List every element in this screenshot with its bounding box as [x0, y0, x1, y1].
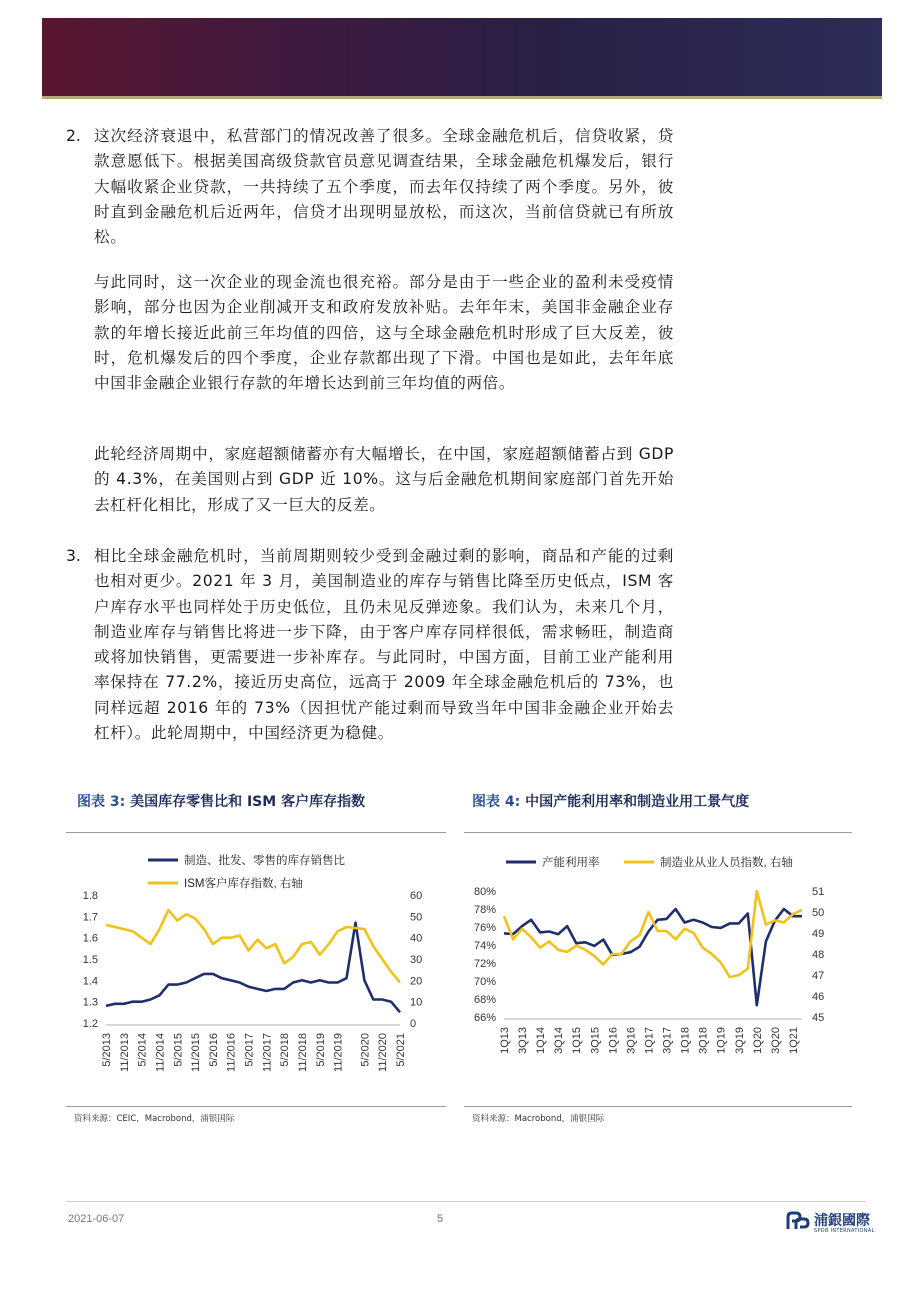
- chart4-left-tick-label: 66%: [473, 1012, 496, 1024]
- figure-3-label: 图表 3:: [77, 794, 126, 810]
- chart4-right-tick-label: 50: [812, 907, 825, 919]
- chart-us-inventory: [66, 840, 446, 1102]
- item-number-3: 3.: [66, 547, 81, 565]
- chart4-x-tick-label: 3Q17: [661, 1027, 674, 1054]
- chart3-right-tick-label: 0: [410, 1018, 417, 1030]
- figure-3-source: 资料来源：CEIC，Macrobond，浦银国际: [74, 1114, 235, 1124]
- chart3-x-tick-label: 11/2020: [377, 1033, 390, 1072]
- figure-4-caption: 中国产能利用率和制造业用工景气度: [525, 794, 750, 810]
- company-logo-icon: [784, 1209, 810, 1233]
- chart3-x-tick-label: 5/2017: [243, 1033, 256, 1067]
- paragraph-inventory: 相比全球金融危机时，当前周期则较少受到金融过剩的影响，商品和产能的过剩也相对更少。2021 年 3 月，美国制造业的库存与销售比降至历史低点，ISM 客户库存水平也同样处于历史低位，且仍未见反弹迹象。我们认为，未来几个月，制造业库存与销售比将进一步下降，由于客户库存同样很低，需求畅旺，制造商或将加快销售，更需要进一步补库存。与此同时，中国方面，目前工业产能利用率保持在 77.2%，接近历史高位，远高于 2009 年全球金融危机后的 73%，也同样远超 2016 年的 73%（因担忧产能过剩而导致当年中国非金融企业开始去杠杆）。此轮周期中，中国经济更为稳健。: [94, 547, 674, 743]
- chart3-x-tick-label: 11/2018: [297, 1033, 309, 1072]
- chart3-x-tick-label: 11/2017: [261, 1033, 274, 1072]
- page-number: 5: [437, 1213, 444, 1225]
- chart-china-capacity: [464, 840, 852, 1102]
- chart4-x-tick-label: 3Q15: [589, 1027, 602, 1054]
- chart4-x-tick-label: 3Q19: [733, 1027, 746, 1054]
- chart4-legend-label-1: 产能利用率: [542, 857, 600, 869]
- chart3-right-tick-label: 60: [410, 890, 423, 902]
- chart4-x-tick-label: 1Q21: [787, 1027, 800, 1054]
- chart4-left-tick-label: 74%: [473, 940, 496, 952]
- figure-4-bottom-rule: [464, 1106, 852, 1107]
- item-number-2: 2.: [66, 127, 81, 145]
- chart3-left-tick-label: 1.7: [82, 911, 98, 924]
- chart3-x-tick-label: 5/2020: [359, 1033, 372, 1067]
- paragraph-household-savings: 此轮经济周期中，家庭超额储蓄亦有大幅增长，在中国，家庭超额储蓄占到 GDP 的 4.3%，在美国则占到 GDP 近 10%。这与后金融危机期间家庭部门首先开始去杠杆化相比，形成了又一巨大的反差。: [94, 445, 674, 514]
- chart3-left-tick-label: 1.3: [82, 996, 98, 1009]
- chart4-x-tick-label: 1Q16: [607, 1027, 620, 1054]
- chart4-x-tick-label: 1Q19: [715, 1027, 728, 1054]
- chart4-x-tick-label: 3Q14: [553, 1027, 566, 1054]
- chart3-x-tick-label: 5/2021: [395, 1033, 407, 1067]
- figure-4-top-rule: [464, 832, 852, 833]
- chart3-x-tick-label: 11/2015: [190, 1033, 203, 1072]
- figure-3-bottom-rule: [66, 1106, 446, 1107]
- chart3-right-tick-label: 40: [410, 932, 423, 945]
- chart3-right-tick-label: 20: [410, 975, 423, 988]
- company-logo-subtext: SPDB INTERNATIONAL: [814, 1228, 875, 1234]
- figure-3-top-rule: [66, 832, 446, 833]
- chart3-legend-label-1: 制造、批发、零售的库存销售比: [184, 855, 345, 867]
- chart4-x-tick-label: 1Q14: [535, 1027, 548, 1054]
- chart3-left-tick-label: 1.8: [82, 890, 98, 902]
- chart3-x-tick-label: 5/2016: [207, 1033, 220, 1067]
- chart4-x-tick-label: 1Q17: [643, 1027, 656, 1054]
- chart4-right-tick-label: 51: [812, 886, 825, 898]
- header-rule: [42, 96, 882, 99]
- chart3-series-1-line: [106, 923, 400, 1013]
- chart4-left-tick-label: 68%: [473, 994, 496, 1006]
- chart4-series-2-line: [504, 891, 802, 977]
- chart3-series-2-line: [106, 910, 400, 983]
- chart3-x-tick-label: 5/2013: [101, 1033, 113, 1067]
- chart4-left-tick-label: 72%: [473, 958, 496, 970]
- footer-date: 2021-06-07: [68, 1213, 125, 1225]
- chart4-right-tick-label: 45: [812, 1012, 825, 1024]
- chart3-left-tick-label: 1.2: [82, 1018, 98, 1030]
- chart4-x-tick-label: 3Q13: [517, 1027, 530, 1054]
- chart4-left-tick-label: 76%: [473, 922, 496, 934]
- chart3-x-tick-label: 11/2016: [225, 1033, 238, 1072]
- chart4-left-tick-label: 78%: [473, 904, 496, 916]
- chart3-x-tick-label: 5/2015: [172, 1033, 185, 1067]
- figure-3-caption: 美国库存零售比和 ISM 客户库存指数: [130, 794, 366, 810]
- chart4-left-tick-label: 80%: [473, 886, 496, 898]
- footer-rule: [66, 1201, 866, 1202]
- chart3-x-tick-label: 11/2013: [118, 1033, 131, 1072]
- chart3-x-tick-label: 5/2018: [279, 1033, 292, 1067]
- figure-4-source: 资料来源：Macrobond，浦银国际: [472, 1114, 605, 1124]
- chart3-left-tick-label: 1.4: [82, 975, 98, 988]
- chart3-x-tick-label: 5/2014: [136, 1033, 149, 1067]
- chart4-x-tick-label: 3Q20: [769, 1027, 782, 1054]
- chart4-right-tick-label: 48: [812, 949, 825, 961]
- chart4-x-tick-label: 3Q16: [625, 1027, 638, 1054]
- figure-4-title: [472, 791, 749, 811]
- figure-4-label: 图表 4:: [472, 794, 521, 810]
- chart3-legend-label-2: ISM客户库存指数, 右轴: [184, 878, 303, 890]
- chart3-right-tick-label: 30: [410, 954, 423, 966]
- chart4-x-tick-label: 1Q13: [499, 1027, 511, 1054]
- chart3-right-tick-label: 10: [410, 996, 423, 1009]
- chart3-x-tick-label: 11/2019: [332, 1033, 345, 1072]
- chart4-x-tick-label: 1Q15: [571, 1027, 584, 1054]
- chart3-left-tick-label: 1.5: [82, 954, 98, 966]
- header-banner: [42, 18, 882, 96]
- chart4-right-tick-label: 47: [812, 970, 825, 982]
- chart3-left-tick-label: 1.6: [82, 932, 98, 945]
- figure-3-title: [77, 791, 365, 811]
- chart3-x-tick-label: 11/2014: [154, 1033, 167, 1072]
- chart4-x-tick-label: 3Q18: [697, 1027, 710, 1054]
- company-logo-text: 浦銀國際: [814, 1213, 870, 1229]
- chart4-right-tick-label: 46: [812, 991, 825, 1003]
- chart4-x-tick-label: 1Q18: [679, 1027, 692, 1054]
- chart3-right-tick-label: 50: [410, 911, 423, 924]
- paragraph-cash-flow: 与此同时，这一次企业的现金流也很充裕。部分是由于一些企业的盈利未受疫情影响，部分也因为企业削减开支和政府发放补贴。去年年末，美国非金融企业存款的年增长接近此前三年均值的四倍，这与全球金融危机时形成了巨大反差，彼时，危机爆发后的四个季度，企业存款都出现了下滑。中国也是如此，去年年底中国非金融企业银行存款的年增长达到前三年均值的两倍。: [94, 273, 674, 393]
- paragraph-private-sector: 这次经济衰退中，私营部门的情况改善了很多。全球金融危机后，信贷收紧，贷款意愿低下。根据美国高级贷款官员意见调查结果，全球金融危机爆发后，银行大幅收紧企业贷款，一共持续了五个季度，而去年仅持续了两个季度。另外，彼时直到金融危机后近两年，信贷才出现明显放松，而这次，当前信贷就已有所放松。: [94, 127, 674, 247]
- chart3-x-tick-label: 5/2019: [314, 1033, 327, 1067]
- chart4-right-tick-label: 49: [812, 928, 825, 940]
- chart4-left-tick-label: 70%: [473, 976, 496, 988]
- chart4-x-tick-label: 1Q20: [751, 1027, 764, 1054]
- chart4-legend-label-2: 制造业从业人员指数, 右轴: [660, 857, 793, 869]
